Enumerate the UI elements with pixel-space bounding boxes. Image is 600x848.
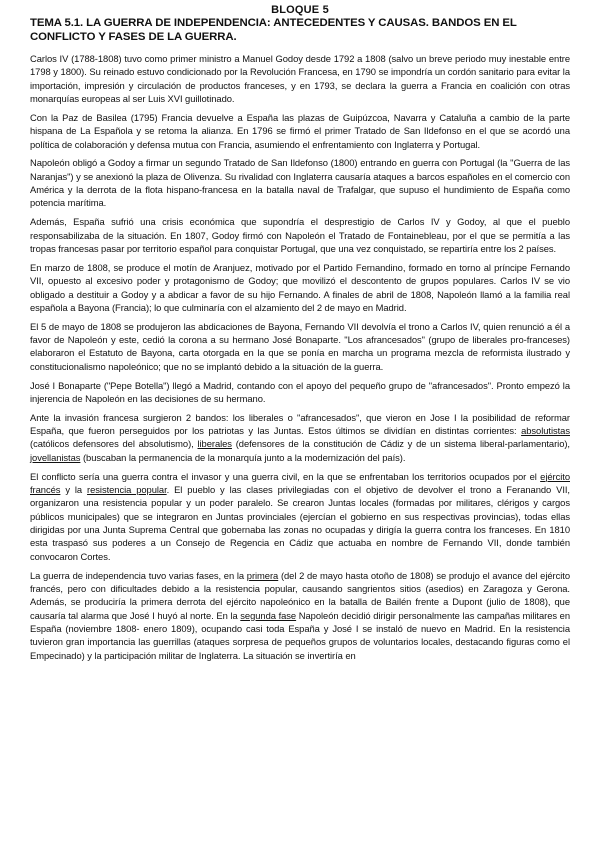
text-segment: Napoleón decidió dirigir personalmente las campañas militares en España (noviembre 1808- enero 1809), ocupando casi toda España y José I se instaló de nuevo en Madrid. En la resistencia tuvieron gran importancia las guerrillas (ataques sorpresa de pequeños grupos de voluntarios locales, destacando figuras como el Empecinado) y la participación militar de Inglaterra. La situación se invertiría en <box>30 609 570 661</box>
paragraph-fases-guerra <box>30 569 570 662</box>
text-segment: Ante la invasión francesa surgieron 2 bandos: los liberales o "afrancesados", que vieron en Jose I la posibilidad de reformar España, que fueron perseguidos por los patriotas y las Juntas. Estos últimos se dividían en distintas corrientes: <box>30 411 570 437</box>
text-segment: El conflicto sería una guerra contra el invasor y una guerra civil, en la que se enfrentaban los territorios ocupados por el <box>30 470 541 482</box>
document-body <box>30 52 570 667</box>
text-segment: (católicos defensores del absolutismo), <box>30 438 198 450</box>
term-absolutistas: absolutistas <box>521 425 570 437</box>
topic-heading: TEMA 5.1. LA GUERRA DE INDEPENDENCIA: ANTECEDENTES Y CAUSAS. BANDOS EN EL CONFLICTO Y FASES DE LA GUERRA. <box>30 17 517 43</box>
text-segment: (buscaban la permanencia de la monarquía junto a la modernización del país). <box>80 451 406 463</box>
paragraph-abdicaciones-bayona: El 5 de mayo de 1808 se produjeron las abdicaciones de Bayona, Fernando VII devolvía el trono a Carlos IV, quien renunció a él a favor de Napoleón y este, cedió la corona a su hermano José Bonaparte. "Los afrancesados" (grupo de liberales pro-franceses) elaboraron el Estatuto de Bayona, carta otorgada en la que se ponía en marcha un programa mezcla de reformista ilustrado y constitucionalismo napoleónico; que no se implantó debido a la situación de la guerra. <box>30 320 570 372</box>
term-resistencia-popular: resistencia popular <box>87 483 167 495</box>
paragraph-crisis-economica: Además, España sufrió una crisis económica que supondría el desprestigio de Carlos IV y Godoy, al que el pueblo responsabilizaba de la situación. En 1807, Godoy firmó con Napoleón el Tratado de Fontainebleau, por el que se permitía a las tropas francesas pasar por territorio español para conquistar Portugal, que una vez conquistado, se repartiría entre los 2 países. <box>30 216 570 254</box>
text-segment: (defensores de la constitución de Cádiz y de un sistema liberal-parlamentario), <box>231 438 570 450</box>
term-jovellanistas: jovellanistas <box>30 451 81 463</box>
paragraph-motin-aranjuez: En marzo de 1808, se produce el motín de Aranjuez, motivado por el Partido Fernandino, formado en torno al príncipe Fernando VII, opuesto al excesivo poder y protagonismo de Godoy; que movilizó el descontento de grupos populares. Carlos IV se vio obligado a destituir a Godoy y a abdicar a favor de su hijo Fernando. A finales de abril de 1808, Napoleón llamó a la familia real española a Bayona (Francia); lo que culminaría con el alzamiento del 2 de mayo en Madrid. <box>30 261 570 313</box>
block-title: BLOQUE 5 <box>271 4 329 16</box>
text-segment: y la <box>60 483 88 495</box>
text-segment: (del 2 de mayo hasta otoño de 1808) se produjo el avance del ejército francés, pero con dificultades debido a la resistencia popular, causando sangrientos sitios (asedios) en Zaragoza y Gerona. Además, se produciría la primera derrota del ejército napoleónico en la batalla de Bailén frente a Dupont (julio de 1808), que causaría tal alarma que José I huyó al norte. En la <box>30 569 570 621</box>
paragraph-bandos <box>30 411 570 464</box>
term-segunda-fase: segunda fase <box>240 609 297 621</box>
term-primera: primera <box>246 569 279 581</box>
term-ejercito-frances: ejército francés <box>30 470 570 495</box>
text-segment: La guerra de independencia tuvo varias fases, en la <box>30 569 247 581</box>
text-segment: . El pueblo y las clases privilegiadas con el objetivo de devolver el trono a Feranando VII, organizaron una resistencia popular y un poder paralelo. Se crearon Juntas locales (formadas por militares, clérigos y cargos públicos municipales) que se integraron en Juntas provinciales (ejercían el gobierno en sus respectivas provincias), todas ellas dirigidas por una Junta Suprema Central que gobernaba las zonas no ocupadas y dirigía la guerra contra los franceses. En 1810 esta traspasó sus poderes a un Consejo de Regencia en Cádiz que actuaba en nombre de Fernando VII, donde también convocaron Cortes. <box>30 483 570 562</box>
paragraph-jose-bonaparte: José I Bonaparte ("Pepe Botella") llegó a Madrid, contando con el apoyo del pequeño grupo de "afrancesados". Pronto empezó la injerencia de Napoleón en las decisiones de su hermano. <box>30 379 570 404</box>
paragraph-napoleon-godoy: Napoleón obligó a Godoy a firmar un segundo Tratado de San Ildefonso (1800) entrando en guerra con Portugal (la "Guerra de las Naranjas") y se anexionó la plaza de Olivenza. Su rivalidad con Inglaterra causaría ataques a barcos españoles en el comercio con América y la derrota de la flota hispano-francesa en la batalla naval de Trafalgar, que supuso el hundimiento de España como potencia marítima. <box>30 157 570 209</box>
paragraph-carlos-iv: Carlos IV (1788-1808) tuvo como primer ministro a Manuel Godoy desde 1792 a 1808 (salvo un breve periodo muy inestable entre 1798 y 1800). Su reinado estuvo condicionado por la Revolución Francesa, en 1790 se impondría un cordón sanitario para evitar la importación, impresión y circulación de productos franceses, y en 1793, se declara la guerra a Francia en coalición con otras monarquías europeas al ser Luis XVI guillotinado. <box>30 53 570 105</box>
paragraph-paz-basilea: Con la Paz de Basilea (1795) Francia devuelve a España las plazas de Guipúzcoa, Navarra y Cataluña a cambio de la parte hispana de La Española y se retoma la alianza. En 1796 se firmó el primer Tratado de San Ildefonso en el que se acordó una política de colaboración y defensa mutua con Francia, asumiendo el enfrentamiento con Inglaterra y Portugal. <box>30 111 570 150</box>
term-liberales: liberales <box>197 438 232 450</box>
paragraph-conflicto <box>30 470 570 563</box>
